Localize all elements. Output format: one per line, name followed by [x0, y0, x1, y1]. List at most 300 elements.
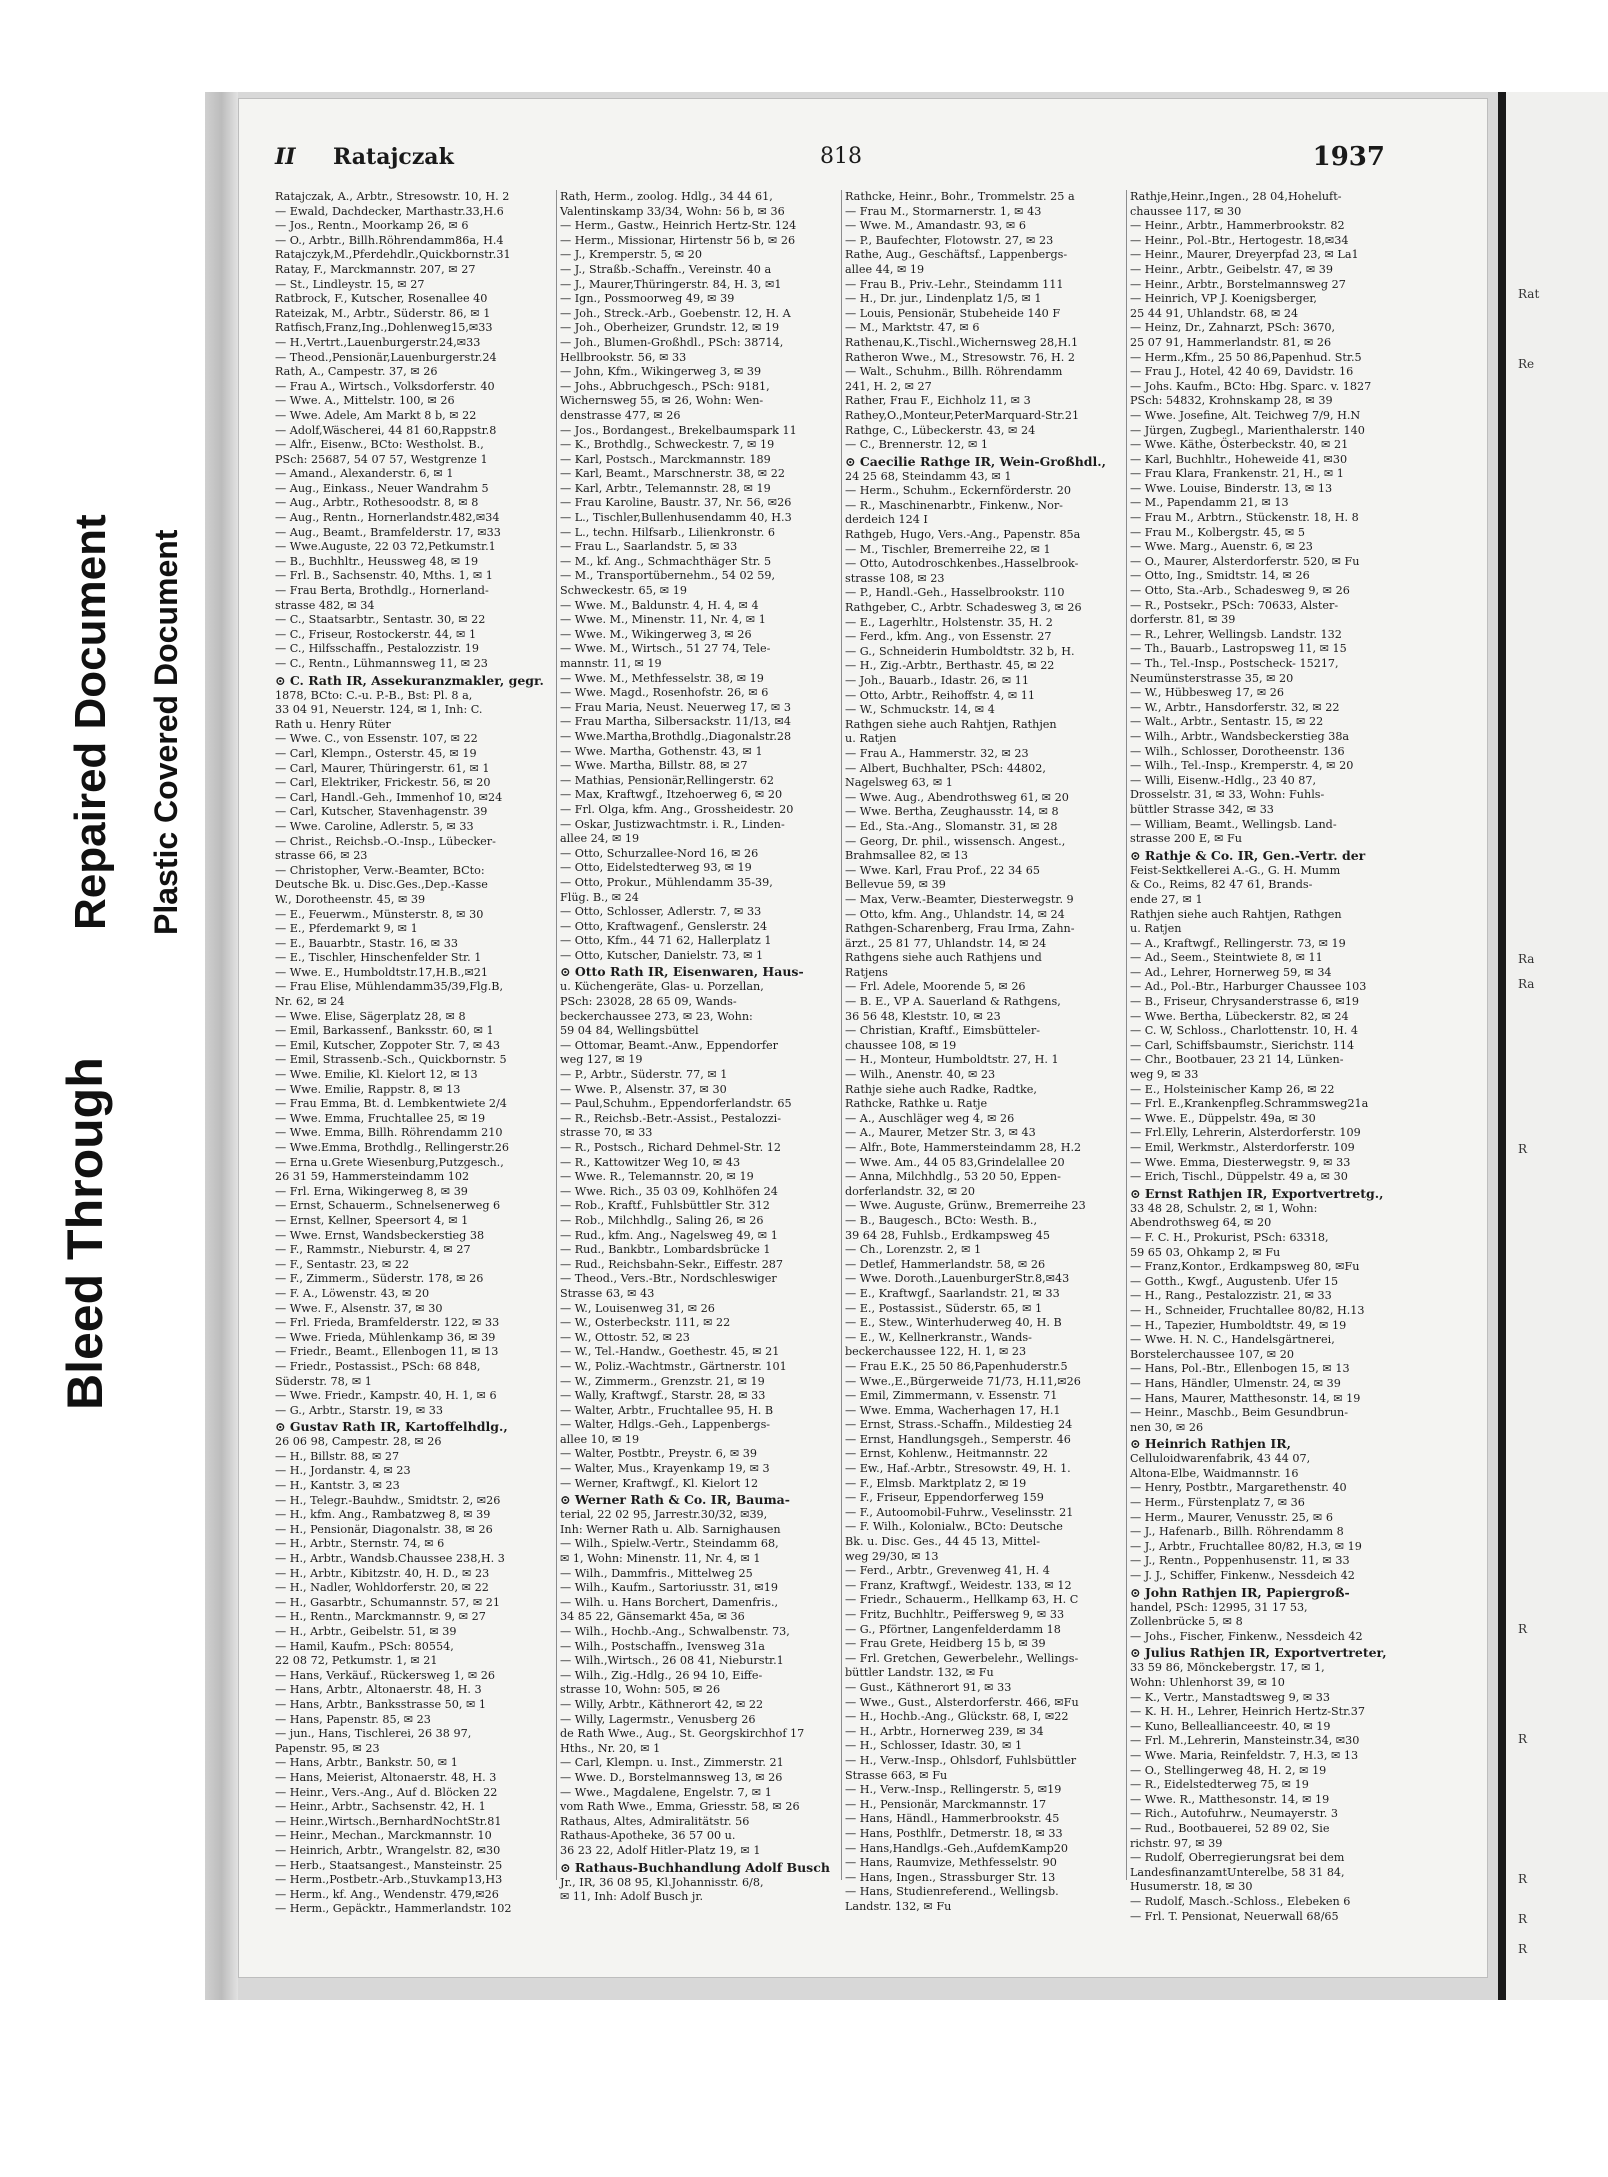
directory-entry: — H., Pensionär, Diagonalstr. 38, ✉ 26 [275, 1522, 493, 1536]
directory-entry: Rathaus, Altes, Admiralitätstr. 56 [560, 1814, 750, 1828]
directory-entry: Wichernsweg 55, ✉ 26, Wohn: Wen- [560, 394, 764, 408]
directory-entry: — Frau M., Kolbergstr. 45, ✉ 5 [1130, 525, 1305, 539]
volume-number: II [275, 144, 296, 170]
directory-entry: — Wilh., Kaufm., Sartoriusstr. 31, ✉19 [560, 1581, 778, 1595]
directory-entry: ⊙ Julius Rathjen IR, Exportvertreter, [1130, 1645, 1387, 1661]
directory-entry: — R., Eidelstedterweg 75, ✉ 19 [1130, 1778, 1309, 1792]
directory-entry: — Hans, Arbtr., Altonaerstr. 48, H. 3 [275, 1683, 482, 1697]
directory-entry: — Wwe. Auguste, Grünw., Bremerreihe 23 [845, 1199, 1086, 1213]
directory-entry: — Th., Tel.-Insp., Postscheck- 15217, [1130, 657, 1339, 670]
directory-entry: — Ed., Sta.-Ang., Slomanstr. 31, ✉ 28 [845, 819, 1058, 833]
directory-entry: — Wilh., Postschaffn., Ivensweg 31a [560, 1639, 765, 1653]
directory-entry: ende 27, ✉ 1 [1130, 892, 1203, 906]
directory-entry: — Franz,Kontor., Erdkampsweg 80, ✉Fu [1130, 1260, 1360, 1274]
directory-entry: — Frau Martha, Silbersackstr. 11/13, ✉4 [560, 715, 791, 729]
column-1 [275, 190, 547, 1916]
directory-entry: 26 31 59, Hammersteindamm 102 [275, 1170, 470, 1184]
adjacent-page-text: R [1518, 1142, 1528, 1156]
directory-entry: strasse 482, ✉ 34 [275, 598, 375, 612]
directory-entry: — E., Kraftwgf., Saarlandstr. 21, ✉ 33 [845, 1286, 1060, 1300]
directory-entry: — Wwe. Ernst, Wandsbeckerstieg 38 [275, 1228, 485, 1242]
directory-entry: Deutsche Bk. u. Disc.Ges.,Dep.-Kasse [275, 878, 488, 892]
directory-entry: — Frl. B., Sachsenstr. 40, Mths. 1, ✉ 1 [275, 569, 493, 583]
directory-entry: 39 64 28, Fuhlsb., Erdkampsweg 45 [845, 1228, 1051, 1242]
directory-entry: — R., Kattowitzer Weg 10, ✉ 43 [560, 1155, 741, 1169]
directory-entry: — Otto, Autodroschkenbes.,Hasselbrook- [845, 557, 1079, 571]
directory-entry: — Wwe. Emma, Fruchtallee 25, ✉ 19 [275, 1111, 486, 1125]
directory-entry: — Rudolf, Masch.-Schloss., Elebeken 6 [1130, 1894, 1351, 1908]
directory-entry: — Wwe. M., Wirtsch., 51 27 74, Tele- [560, 642, 771, 656]
directory-entry: — Frl.Elly, Lehrerin, Alsterdorferstr. 109 [1130, 1126, 1361, 1140]
directory-entry: — E., Holsteinischer Kamp 26, ✉ 22 [1130, 1082, 1335, 1096]
directory-entry: — J., Rentn., Poppenhusenstr. 11, ✉ 33 [1130, 1554, 1350, 1568]
directory-entry: — Heinr.,Wirtsch.,BernhardNochtStr.81 [275, 1814, 502, 1828]
directory-entry: Rathgen siehe auch Rahtjen, Rathjen [845, 717, 1057, 731]
directory-entry: — H., Gasarbtr., Schumannstr. 57, ✉ 21 [275, 1595, 500, 1609]
label-plastic-covered-document: Plastic Covered Document [148, 529, 184, 935]
label-bleed-through: Bleed Through [57, 1057, 113, 1410]
directory-entry: — M., Tischler, Bremerreihe 22, ✉ 1 [845, 542, 1051, 556]
directory-entry: Ratbrock, F., Kutscher, Rosenallee 40 [275, 292, 488, 306]
directory-entry: Altona-Elbe, Waidmannstr. 16 [1130, 1466, 1299, 1480]
directory-entry: ⊙ Gustav Rath IR, Kartoffelhdlg., [275, 1419, 508, 1435]
directory-entry: — Herm., Missionar, Hirtenstr 56 b, ✉ 26 [560, 233, 796, 247]
directory-entry: 33 59 86, Mönckebergstr. 17, ✉ 1, [1130, 1661, 1325, 1675]
directory-entry: — Herm., Fürstenplatz 7, ✉ 36 [1130, 1496, 1305, 1510]
directory-entry: Rathje siehe auch Radke, Radtke, [845, 1082, 1037, 1096]
directory-entry: — Erich, Tischl., Düppelstr. 49 a, ✉ 30 [1130, 1170, 1348, 1184]
directory-entry: — R., Postsch., Richard Dehmel-Str. 12 [560, 1141, 781, 1154]
directory-entry: — Joh., Streck.-Arb., Goebenstr. 12, H. A [560, 306, 791, 320]
directory-entry: — Hans, Pol.-Btr., Ellenbogen 15, ✉ 13 [1130, 1362, 1350, 1376]
directory-entry: — Alfr., Eisenw., BCto: Westholst. B., [275, 438, 484, 452]
directory-entry: — Georg, Dr. phil., wissensch. Angest., [845, 834, 1066, 848]
directory-entry: — J., Hafenarb., Billh. Röhrendamm 8 [1130, 1525, 1344, 1539]
directory-entry: — Werner, Kraftwgf., Kl. Kielort 12 [560, 1476, 759, 1490]
directory-entry: — F., Rammstr., Nieburstr. 4, ✉ 27 [275, 1243, 471, 1257]
directory-entry: — M., Marktstr. 47, ✉ 6 [845, 321, 980, 335]
directory-entry: — Hans, Arbtr., Bankstr. 50, ✉ 1 [275, 1756, 458, 1770]
directory-entry: — Wwe. F., Alsenstr. 37, ✉ 30 [275, 1301, 443, 1315]
directory-entry: ⊙ Werner Rath & Co. IR, Bauma- [560, 1492, 790, 1508]
adjacent-page-fragment [1498, 92, 1608, 2000]
directory-entry: — Otto, Sta.-Arb., Schadesweg 9, ✉ 26 [1130, 584, 1350, 598]
directory-entry: Strasse 663, ✉ Fu [845, 1768, 948, 1782]
directory-entry: Rathgens siehe auch Rathjens und [845, 951, 1042, 965]
directory-entry: — O., Arbtr., Billh.Röhrendamm86a, H.4 [275, 233, 504, 247]
directory-entry: — C., Hilfsschaffn., Pestalozzistr. 19 [275, 642, 480, 656]
adjacent-page-text: Rat [1518, 287, 1540, 301]
directory-entry: — St., Lindleystr. 15, ✉ 27 [275, 277, 425, 291]
directory-entry: — W., Arbtr., Hansdorferstr. 32, ✉ 22 [1130, 700, 1340, 714]
directory-entry: — O., Maurer, Alsterdorferstr. 520, ✉ Fu [1130, 554, 1360, 568]
directory-entry: — Emil, Kutscher, Zoppoter Str. 7, ✉ 43 [275, 1038, 501, 1052]
directory-entry: — M., kf. Ang., Schmachthäger Str. 5 [560, 554, 772, 568]
directory-entry: — Otto, Ing., Smidtstr. 14, ✉ 26 [1130, 569, 1310, 583]
directory-entry: — Otto, Kutscher, Danielstr. 73, ✉ 1 [560, 948, 764, 962]
directory-entry: — Th., Bauarb., Lastropsweg 11, ✉ 15 [1130, 642, 1347, 656]
directory-entry: Rathe, Aug., Geschäftsf., Lappenbergs- [845, 248, 1068, 262]
directory-entry: weg 9, ✉ 33 [1130, 1068, 1199, 1082]
directory-entry: W., Dorotheenstr. 45, ✉ 39 [275, 892, 426, 906]
directory-entry: — Walter, Mus., Krayenkamp 19, ✉ 3 [560, 1462, 770, 1476]
directory-entry: — P., Arbtr., Süderstr. 77, ✉ 1 [560, 1068, 728, 1082]
directory-entry: vom Rath Wwe., Emma, Griesstr. 58, ✉ 26 [560, 1800, 800, 1814]
directory-entry: — Chr., Bootbauer, 23 21 14, Lünken- [1130, 1053, 1344, 1067]
directory-entry: ⊙ Rathaus-Buchhandlung Adolf Busch [560, 1859, 830, 1875]
directory-entry: Inh: Werner Rath u. Alb. Sarnighausen [560, 1522, 781, 1536]
directory-entry: — Johs. Kaufm., BCto: Hbg. Sparc. v. 1827 [1130, 379, 1372, 393]
directory-entry: — Albert, Buchhalter, PSch: 44802, [845, 761, 1046, 775]
directory-entry: ⊙ Caecilie Rathge IR, Wein-Großhdl., [845, 453, 1106, 469]
directory-entry: — Jos., Rentn., Moorkamp 26, ✉ 6 [275, 219, 469, 233]
directory-columns [275, 190, 1425, 1923]
directory-entry: — Friedr., Schauerm., Hellkamp 63, H. C [845, 1593, 1079, 1607]
directory-entry: — Wilh.,Wirtsch., 26 08 41, Nieburstr.1 [560, 1654, 784, 1668]
directory-entry: Rathgeber, C., Arbtr. Schadesweg 3, ✉ 26 [845, 601, 1082, 615]
directory-entry: — Wwe. Emma, Wacherhagen 17, H.1 [845, 1403, 1061, 1417]
directory-entry: Neumünsterstrasse 35, ✉ 20 [1130, 671, 1294, 685]
directory-entry: — Wwe.Emma, Brothdlg., Rellingerstr.26 [275, 1141, 509, 1154]
directory-entry: — Aug., Einkass., Neuer Wandrahm 5 [275, 481, 489, 495]
directory-entry: — Joh., Blumen-Großhdl., PSch: 38714, [560, 335, 784, 349]
directory-entry: — J. J., Schiffer, Finkenw., Nessdeich 42 [1130, 1569, 1355, 1583]
directory-entry: — Christ., Reichsb.-O.-Insp., Lübecker- [275, 834, 496, 848]
directory-entry: — G., Pförtner, Langenfelderdamm 18 [845, 1622, 1061, 1636]
directory-entry: — Frau A., Wirtsch., Volksdorferstr. 40 [275, 379, 495, 393]
directory-entry: — Heinr., Maurer, Dreyerpfad 23, ✉ La1 [1130, 248, 1359, 262]
directory-entry: — Hans, Ingen., Strassburger Str. 13 [845, 1870, 1056, 1884]
scan-margin-top [0, 0, 1600, 48]
directory-entry: — J., Straßb.-Schaffn., Vereinstr. 40 a [560, 262, 772, 276]
directory-entry: — Max, Kraftwgf., Itzehoerweg 6, ✉ 20 [560, 788, 783, 802]
directory-entry: — Ad., Lehrer, Hornerweg 59, ✉ 34 [1130, 965, 1332, 979]
directory-entry: Landstr. 132, ✉ Fu [845, 1899, 952, 1913]
directory-entry: — Hans, Händl., Hammerbrookstr. 45 [845, 1812, 1060, 1826]
page-number: 818 [820, 144, 862, 169]
directory-entry: — Ernst, Kellner, Speersort 4, ✉ 1 [275, 1213, 469, 1227]
directory-entry: Celluloidwarenfabrik, 43 44 07, [1130, 1452, 1311, 1466]
directory-entry: — Rud., Reichsbahn-Sekr., Eiffestr. 287 [560, 1257, 784, 1271]
directory-entry: — Wwe. Magd., Rosenhofstr. 26, ✉ 6 [560, 686, 769, 700]
directory-entry: Rath, A., Campestr. 37, ✉ 26 [275, 365, 438, 379]
directory-entry: — Herm., kf. Ang., Wendenstr. 479,✉26 [275, 1887, 499, 1901]
directory-entry: Wohn: Uhlenhorst 39, ✉ 10 [1130, 1676, 1285, 1689]
directory-entry: 59 65 03, Ohkamp 2, ✉ Fu [1130, 1245, 1281, 1259]
directory-entry: — Otto, Eidelstedterweg 93, ✉ 19 [560, 861, 752, 875]
directory-entry: — E., Bauarbtr., Stastr. 16, ✉ 33 [275, 936, 458, 950]
directory-entry: — Heinr., Arbtr., Sachsenstr. 42, H. 1 [275, 1800, 486, 1814]
directory-entry: mannstr. 11, ✉ 19 [560, 657, 662, 670]
directory-entry: — Ernst, Handlungsgeh., Semperstr. 46 [845, 1432, 1071, 1446]
directory-entry: Bk. u. Disc. Ges., 44 45 13, Mittel- [845, 1535, 1041, 1549]
directory-entry: terial, 22 02 95, Jarrestr.30/32, ✉39, [560, 1508, 768, 1522]
directory-entry: — Frau Karoline, Baustr. 37, Nr. 56, ✉26 [560, 496, 792, 510]
directory-entry: — Heinr., Arbtr., Geibelstr. 47, ✉ 39 [1130, 262, 1334, 276]
directory-entry: — Herm.,Kfm., 25 50 86,Papenhud. Str.5 [1130, 350, 1362, 364]
directory-entry: — Rud., Bootbauerei, 52 89 02, Sie [1130, 1821, 1330, 1835]
column-3 [845, 190, 1117, 1913]
directory-entry: — Willi, Eisenw.-Hdlg., 23 40 87, [1130, 773, 1317, 787]
directory-entry: — H., Dr. jur., Lindenplatz 1/5, ✉ 1 [845, 292, 1042, 306]
directory-entry: — Wwe. Bertha, Zeughausstr. 14, ✉ 8 [845, 805, 1059, 819]
directory-entry: — H., Zig.-Arbtr., Berthastr. 45, ✉ 22 [845, 659, 1055, 673]
directory-entry: — Wwe. Emma, Diesterwegstr. 9, ✉ 33 [1130, 1155, 1351, 1169]
directory-entry: — Herm., Gepäcktr., Hammerlandstr. 102 [275, 1902, 512, 1916]
directory-entry: — H., Arbtr., Wandsb.Chaussee 238,H. 3 [275, 1552, 505, 1566]
directory-entry: — Hans, Raumvize, Methfesselstr. 90 [845, 1856, 1057, 1870]
directory-entry: — Hamil, Kaufm., PSch: 80554, [275, 1639, 454, 1653]
directory-entry: — Wwe. Käthe, Österbeckstr. 40, ✉ 21 [1130, 438, 1349, 452]
directory-entry: — E., Stew., Winterhuderweg 40, H. B [845, 1316, 1062, 1330]
directory-entry: ✉ 11, Inh: Adolf Busch jr. [560, 1890, 704, 1904]
directory-entry: — G., Schneiderin Humboldtstr. 32 b, H. [845, 644, 1075, 658]
directory-entry: Rather, Frau F., Eichholz 11, ✉ 3 [845, 394, 1031, 408]
directory-entry: — Wwe.Auguste, 22 03 72,Petkumstr.1 [275, 540, 496, 554]
adjacent-page-text: Re [1518, 357, 1535, 371]
directory-entry: ⊙ John Rathjen IR, Papiergroß- [1130, 1584, 1350, 1600]
directory-entry: Rath, Herm., zoolog. Hdlg., 34 44 61, [560, 190, 773, 203]
directory-entry: — Herb., Staatsangest., Mansteinstr. 25 [275, 1858, 503, 1872]
directory-entry: — Heinr., Pol.-Btr., Hertogestr. 18,✉34 [1130, 233, 1349, 247]
directory-entry: 1878, BCto: C.-u. P.-B., Bst: Pl. 8 a, [275, 688, 473, 702]
directory-entry: — C., Friseur, Rostockerstr. 44, ✉ 1 [275, 627, 477, 641]
directory-entry: — Frl. Olga, kfm. Ang., Grossheidestr. 20 [560, 802, 794, 816]
directory-entry: richstr. 97, ✉ 39 [1130, 1836, 1223, 1850]
directory-entry: — Frl. Erna, Wikingerweg 8, ✉ 39 [275, 1184, 468, 1198]
directory-entry: — Walt., Arbtr., Sentastr. 15, ✉ 22 [1130, 715, 1324, 729]
directory-entry: — H., Jordanstr. 4, ✉ 23 [275, 1464, 411, 1478]
directory-entry: — Wwe. P., Alsenstr. 37, ✉ 30 [560, 1082, 727, 1096]
directory-entry: — Walter, Arbtr., Fruchtallee 95, H. B [560, 1403, 774, 1417]
directory-entry: — A., Maurer, Metzer Str. 3, ✉ 43 [845, 1126, 1036, 1140]
directory-entry: — Frau Berta, Brothdlg., Hornerland- [275, 584, 489, 598]
directory-entry: — L., techn. Hilfsarb., Lilienkronstr. 6 [560, 525, 776, 539]
directory-entry: — Hans, Papenstr. 85, ✉ 23 [275, 1712, 431, 1726]
directory-entry: — B. E., VP A. Sauerland & Rathgens, [845, 995, 1061, 1009]
directory-entry: — Ernst, Kohlenw., Heitmannstr. 22 [845, 1447, 1048, 1461]
directory-entry: 24 25 68, Steindamm 43, ✉ 1 [845, 469, 1012, 483]
directory-entry: — F., Autoomobil-Fuhrw., Veselinsstr. 21 [845, 1505, 1074, 1519]
directory-entry: — F. Wilh., Kolonialw., BCto: Deutsche [845, 1520, 1063, 1534]
directory-entry: — Karl, Arbtr., Telemannstr. 28, ✉ 19 [560, 481, 771, 495]
directory-entry: weg 29/30, ✉ 13 [845, 1549, 939, 1563]
directory-entry: — Wwe., Gust., Alsterdorferstr. 466, ✉Fu [845, 1695, 1079, 1709]
directory-entry: Valentinskamp 33/34, Wohn: 56 b, ✉ 36 [560, 204, 785, 218]
adjacent-page-text: R [1518, 1872, 1528, 1886]
directory-entry: Ratjens [845, 965, 888, 979]
directory-entry: — Wwe. R., Telemannstr. 20, ✉ 19 [560, 1170, 754, 1184]
adjacent-page-text: R [1518, 1732, 1528, 1746]
directory-entry: — Christopher, Verw.-Beamter, BCto: [275, 863, 485, 877]
directory-entry: Nagelsweg 63, ✉ 1 [845, 776, 953, 790]
directory-entry: — Frau L., Saarlandstr. 5, ✉ 33 [560, 540, 738, 554]
directory-entry: — Gotth., Kwgf., Augustenb. Ufer 15 [1130, 1274, 1339, 1288]
directory-entry: — Rudolf, Oberregierungsrat bei dem [1130, 1851, 1345, 1865]
directory-entry: Bellevue 59, ✉ 39 [845, 878, 946, 892]
directory-entry: — F. C. H., Prokurist, PSch: 63318, [1130, 1230, 1329, 1244]
directory-entry: — H., Tapezier, Humboldtstr. 49, ✉ 19 [1130, 1318, 1347, 1332]
directory-entry: chaussee 117, ✉ 30 [1130, 204, 1242, 218]
directory-entry: — F., Friseur, Eppendorferweg 159 [845, 1491, 1044, 1505]
column-divider [556, 190, 557, 1880]
directory-entry: — Wwe. Martha, Billstr. 88, ✉ 27 [560, 759, 748, 773]
directory-entry: — Frau Grete, Heidberg 15 b, ✉ 39 [845, 1637, 1046, 1651]
directory-entry: — Hans,Handlgs.-Geh.,AufdemKamp20 [845, 1841, 1069, 1855]
directory-entry: — Rob., Kraftf., Fuhlsbüttler Str. 312 [560, 1199, 770, 1213]
directory-entry: — Wwe. H. N. C., Handelsgärtnerei, [1130, 1333, 1335, 1347]
directory-entry: — Fritz, Buchhltr., Peiffersweg 9, ✉ 33 [845, 1608, 1065, 1621]
directory-entry: — W., Schmuckstr. 14, ✉ 4 [845, 703, 995, 717]
directory-entry: — Friedr., Beamt., Ellenbogen 11, ✉ 13 [275, 1345, 499, 1359]
directory-entry: 241, H. 2, ✉ 27 [845, 379, 932, 393]
directory-entry: — C., Rentn., Lühmannsweg 11, ✉ 23 [275, 657, 488, 670]
directory-entry: — Emil, Barkassenf., Banksstr. 60, ✉ 1 [275, 1024, 494, 1038]
directory-entry: — Wwe. Caroline, Adlerstr. 5, ✉ 33 [275, 819, 474, 833]
directory-entry: Husumerstr. 18, ✉ 30 [1130, 1880, 1253, 1894]
directory-entry: — E., Tischler, Hinschenfelder Str. 1 [275, 951, 482, 965]
directory-entry: — K. H. H., Lehrer, Heinrich Hertz-Str.37 [1130, 1705, 1366, 1719]
directory-entry: — Wwe. E., Düppelstr. 49a, ✉ 30 [1130, 1111, 1316, 1125]
directory-entry: 26 06 98, Campestr. 28, ✉ 26 [275, 1435, 442, 1449]
directory-entry: — H., Arbtr., Hornerweg 239, ✉ 34 [845, 1724, 1044, 1738]
directory-entry: — Herm.,Postbetr.-Arb.,Stuvkamp13,H3 [275, 1873, 503, 1887]
directory-entry: Borstelerchaussee 107, ✉ 20 [1130, 1347, 1294, 1361]
directory-entry: — C., Staatsarbtr., Sentastr. 30, ✉ 22 [275, 613, 486, 627]
directory-entry: 25 44 91, Uhlandstr. 68, ✉ 24 [1130, 306, 1299, 320]
directory-entry: — Carl, Handl.-Geh., Immenhof 10, ✉24 [275, 790, 503, 804]
directory-entry: Rathcke, Heinr., Bohr., Trommelstr. 25 a [845, 190, 1075, 203]
column-divider [1126, 190, 1127, 1880]
directory-entry: — Wwe. Emilie, Kl. Kielort 12, ✉ 13 [275, 1068, 478, 1082]
directory-entry: — Wwe. Aug., Abendrothsweg 61, ✉ 20 [845, 790, 1069, 804]
adjacent-page-text: Ra [1518, 952, 1535, 966]
directory-entry: — R., Postsekr., PSch: 70633, Alster- [1130, 598, 1339, 612]
directory-entry: — Carl, Schiffsbaumstr., Sierichstr. 114 [1130, 1038, 1355, 1052]
directory-entry: — H., Arbtr., Geibelstr. 51, ✉ 39 [275, 1625, 457, 1638]
directory-entry: — R., Reichsb.-Betr.-Assist., Pestalozzi- [560, 1111, 782, 1125]
directory-entry: — Henry, Postbtr., Margarethenstr. 40 [1130, 1481, 1347, 1495]
directory-entry: — E., Postassist., Süderstr. 65, ✉ 1 [845, 1301, 1043, 1315]
directory-entry: — H., Schlosser, Idastr. 30, ✉ 1 [845, 1739, 1023, 1753]
directory-entry: — Wilh., Dammfris., Mittelweg 25 [560, 1566, 753, 1580]
directory-entry: Rathje,Heinr.,Ingen., 28 04,Hoheluft- [1130, 190, 1342, 203]
directory-entry: — Wwe. A., Mittelstr. 100, ✉ 26 [275, 394, 455, 408]
directory-entry: — H., Verw.-Insp., Rellingerstr. 5, ✉19 [845, 1783, 1062, 1797]
directory-entry: denstrasse 477, ✉ 26 [560, 408, 681, 422]
directory-entry: — F., Sentastr. 23, ✉ 22 [275, 1257, 410, 1271]
directory-entry: — Frl. Gretchen, Gewerbelehr., Wellings- [845, 1651, 1079, 1665]
directory-entry: — Wwe.,E.,Bürgerweide 71/73, H.11,✉26 [845, 1374, 1081, 1388]
directory-entry: — Wwe. C., von Essenstr. 107, ✉ 22 [275, 732, 478, 746]
directory-entry: 59 04 84, Wellingsbüttel [560, 1024, 699, 1038]
directory-entry: — Frau M., Stormarnerstr. 1, ✉ 43 [845, 204, 1042, 218]
directory-entry: — F., Zimmerm., Süderstr. 178, ✉ 26 [275, 1272, 484, 1286]
directory-entry: Rathjen siehe auch Rahtjen, Rathgen [1130, 907, 1342, 921]
directory-entry: Flüg. B., ✉ 24 [560, 890, 639, 904]
directory-entry: — Emil, Werkmstr., Alsterdorferstr. 109 [1130, 1141, 1355, 1154]
directory-entry: — Hans, Arbtr., Banksstrasse 50, ✉ 1 [275, 1697, 487, 1711]
directory-entry: — J., Maurer,Thüringerstr. 84, H. 3, ✉1 [560, 277, 782, 291]
directory-entry: — Otto, Kfm., 44 71 62, Hallerplatz 1 [560, 934, 772, 948]
directory-entry: — Mathias, Pensionär,Rellingerstr. 62 [560, 773, 774, 787]
directory-entry: — Wwe. R., Matthesonstr. 14, ✉ 19 [1130, 1792, 1330, 1806]
directory-entry: — Ad., Seem., Steintwiete 8, ✉ 11 [1130, 951, 1323, 965]
directory-entry: — Wwe. M., Methfesselstr. 38, ✉ 19 [560, 671, 764, 685]
directory-entry: — Otto, Prokur., Mühlendamm 35-39, [560, 875, 773, 889]
directory-entry: — Aug., Arbtr., Rothesoodstr. 8, ✉ 8 [275, 496, 479, 510]
directory-entry: — Joh., Oberheizer, Grundstr. 12, ✉ 19 [560, 321, 780, 335]
directory-entry: 36 56 48, Kleststr. 10, ✉ 23 [845, 1009, 1001, 1023]
directory-entry: — H., Billstr. 88, ✉ 27 [275, 1449, 400, 1463]
directory-entry: — Aug., Rentn., Hornerlandstr.482,✉34 [275, 511, 500, 525]
directory-entry: — Otto, Schurzallee-Nord 16, ✉ 26 [560, 846, 759, 860]
directory-entry: Nr. 62, ✉ 24 [275, 995, 345, 1009]
directory-entry: u. Ratjen [1130, 922, 1182, 936]
directory-entry: — Walter, Hdlgs.-Geh., Lappenbergs- [560, 1418, 771, 1432]
directory-entry: — Hans, Verkäuf., Rückersweg 1, ✉ 26 [275, 1668, 496, 1682]
directory-entry: — Joh., Bauarb., Idastr. 26, ✉ 11 [845, 674, 1030, 687]
directory-entry: — Hans, Händler, Ulmenstr. 24, ✉ 39 [1130, 1376, 1341, 1390]
directory-entry: — Wwe. Frieda, Mühlenkamp 36, ✉ 39 [275, 1330, 496, 1344]
directory-entry: chaussee 108, ✉ 19 [845, 1038, 957, 1052]
directory-entry: dorferstr. 81, ✉ 39 [1130, 613, 1236, 627]
directory-entry: — Wwe. M., Baldunstr. 4, H. 4, ✉ 4 [560, 598, 759, 612]
directory-entry: allee 44, ✉ 19 [845, 262, 925, 276]
directory-entry: — Wwe. M., Minenstr. 11, Nr. 4, ✉ 1 [560, 613, 766, 627]
directory-entry: — Wwe. M., Amandastr. 93, ✉ 6 [845, 219, 1026, 233]
directory-entry: Jr., IR, 36 08 95, Kl.Johannisstr. 6/8, [560, 1875, 764, 1889]
directory-entry: nen 30, ✉ 26 [1130, 1420, 1204, 1434]
directory-entry: — Wwe. Marg., Auenstr. 6, ✉ 23 [1130, 540, 1313, 554]
directory-entry: — Wwe., Magdalene, Engelstr. 7, ✉ 1 [560, 1785, 772, 1799]
directory-entry: — Wwe. Karl, Frau Prof., 22 34 65 [845, 863, 1040, 877]
directory-entry: — W., Osterbeckstr. 111, ✉ 22 [560, 1316, 731, 1330]
directory-entry: — Frl. Frieda, Bramfelderstr. 122, ✉ 33 [275, 1316, 500, 1330]
directory-entry: u. Küchengeräte, Glas- u. Porzellan, [560, 980, 764, 994]
directory-entry: — F., Elmsb. Marktplatz 2, ✉ 19 [845, 1476, 1027, 1490]
directory-entry: — Ewald, Dachdecker, Marthastr.33,H.6 [275, 204, 504, 218]
directory-entry: — H., Arbtr., Kibitzstr. 40, H. D., ✉ 23 [275, 1566, 490, 1580]
directory-entry: 25 07 91, Hammerlandstr. 81, ✉ 26 [1130, 335, 1332, 349]
directory-entry: — H.,Vertrt.,Lauenburgerstr.24,✉33 [275, 335, 481, 349]
directory-entry: — Heinz, Dr., Zahnarzt, PSch: 3670, [1130, 321, 1336, 335]
directory-entry: — Wwe. Elise, Sägerplatz 28, ✉ 8 [275, 1009, 466, 1023]
directory-entry: — H., Arbtr., Sternstr. 74, ✉ 6 [275, 1537, 445, 1551]
directory-entry: — H., Monteur, Humboldtstr. 27, H. 1 [845, 1053, 1059, 1067]
page-header [275, 140, 1385, 176]
directory-entry: 22 08 72, Petkumstr. 1, ✉ 21 [275, 1654, 438, 1668]
directory-entry: beckerchaussee 122, H. 1, ✉ 23 [845, 1345, 1027, 1359]
directory-entry: — H., Kantstr. 3, ✉ 23 [275, 1479, 400, 1493]
directory-entry: — Herm., Schuhm., Eckernförderstr. 20 [845, 484, 1072, 498]
directory-entry: — E., Pferdemarkt 9, ✉ 1 [275, 922, 418, 936]
directory-entry: Abendrothsweg 64, ✉ 20 [1130, 1216, 1272, 1230]
directory-entry: — H., Nadler, Wohldorferstr. 20, ✉ 22 [275, 1581, 489, 1595]
directory-entry: — Heinrich, VP J. Koenigsberger, [1130, 292, 1317, 306]
directory-entry: — Kuno, Belleallianceestr. 40, ✉ 19 [1130, 1719, 1331, 1733]
directory-entry: allee 10, ✉ 19 [560, 1432, 640, 1446]
directory-entry: — Wwe. Maria, Reinfeldstr. 7, H.3, ✉ 13 [1130, 1748, 1359, 1762]
directory-entry: Drosselstr. 31, ✉ 33, Wohn: Fuhls- [1130, 788, 1325, 802]
directory-entry: — Franz, Kraftwgf., Weidestr. 133, ✉ 12 [845, 1578, 1072, 1592]
directory-entry: — Frau M., Arbtrn., Stückenstr. 18, H. 8 [1130, 511, 1359, 525]
directory-entry: — W., Ottostr. 52, ✉ 23 [560, 1330, 690, 1344]
directory-entry: — Ottomar, Beamt.-Anw., Eppendorfer [560, 1038, 778, 1052]
directory-entry: — Wwe. Doroth.,LauenburgerStr.8,✉43 [845, 1272, 1070, 1286]
directory-entry: strasse 70, ✉ 33 [560, 1126, 653, 1140]
directory-entry: — H., Schneider, Fruchtallee 80/82, H.13 [1130, 1303, 1365, 1317]
